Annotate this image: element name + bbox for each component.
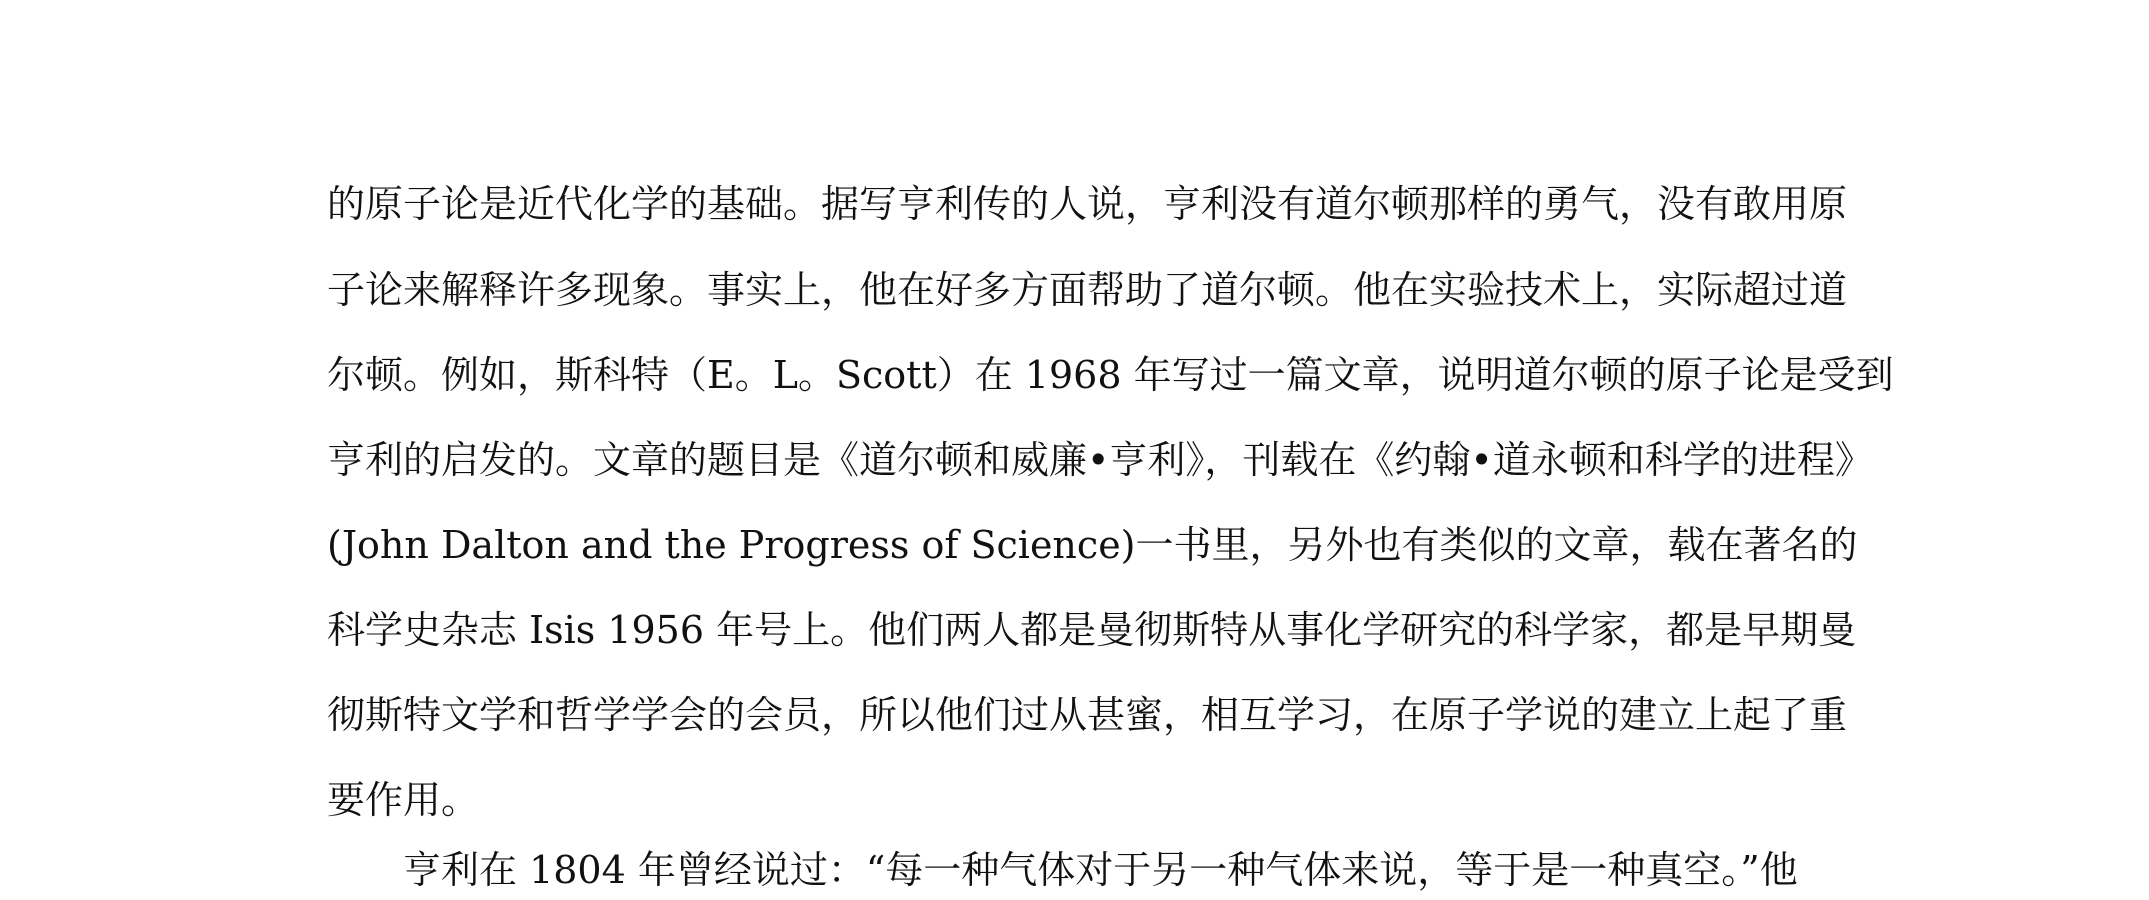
paragraph-line: 科学史杂志 Isis 1956 年号上。他们两人都是曼彻斯特从事化学研究的科学家，都是早期曼 xyxy=(327,608,1857,652)
paragraph-line: 要作用。 xyxy=(327,778,480,822)
paragraph-line-partial: 亨利在 1804 年曾经说过：“每一种气体对于另一种气体来说，等于是一种真空。”他 xyxy=(403,848,1798,892)
paragraph-line: 彻斯特文学和哲学学会的会员，所以他们过从甚蜜，相互学习，在原子学说的建立上起了重 xyxy=(327,693,1848,737)
paragraph-line: (John Dalton and the Progress of Science)一书里，另外也有类似的文章，载在著名的 xyxy=(327,523,1858,567)
paragraph-line: 子论来解释许多现象。事实上，他在好多方面帮助了道尔顿。他在实验技术上，实际超过道 xyxy=(327,268,1848,312)
paragraph-line: 的原子论是近代化学的基础。据写亨利传的人说，亨利没有道尔顿那样的勇气，没有敢用原 xyxy=(327,182,1848,226)
paragraph-line: 亨利的启发的。文章的题目是《道尔顿和威廉•亨利》，刊载在《约翰•道永顿和科学的进程》 xyxy=(327,438,1873,482)
paragraph-line: 尔顿。例如，斯科特（E。L。Scott）在 1968 年写过一篇文章，说明道尔顿的原子论是受到 xyxy=(327,353,1894,397)
